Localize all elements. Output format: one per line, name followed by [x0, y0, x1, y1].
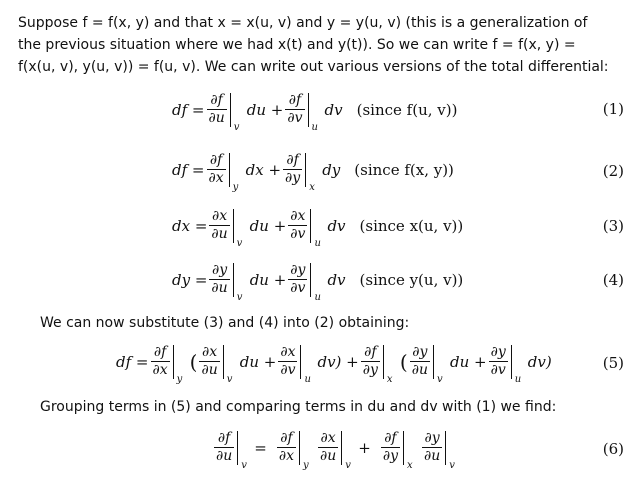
eq4-note: (since y(u, v)) [359, 270, 464, 289]
eq1-note: (since f(u, v)) [356, 100, 458, 119]
intro-line-3: f(x(u, v), y(u, v)) = f(u, v). We can write out various versions of the total differential: [18, 59, 609, 75]
eq6-number: (6) [602, 440, 624, 458]
equation-5: df = $\frac{\partial f}{\partial x}$ y ( $\frac{\partial x}{\partial u}$ v du + $\frac{\partial x}{\partial v}$ u dv) + $\frac{\partial f}{\partial y}$ x ( $\frac{\partial y}{\partial u}$ v du + $\frac{\partial y}{\partial v}$ u dv) (5) [116, 344, 624, 385]
eq5-number: (5) [602, 354, 624, 372]
eq1-partial-1: $\frac{\partial f}{\partial u}$ [208, 92, 225, 126]
substitute-text: We can now substitute (3) and (4) into (2) obtaining: [40, 315, 410, 331]
equation-6: $\frac{\partial f}{\partial u}$ v = $\frac{\partial f}{\partial x}$ y $\frac{\partial x}{\partial u}$ v + $\frac{\partial f}{\partial y}$ x $\frac{\partial y}{\partial u}$ v (6) [216, 430, 624, 471]
intro-line-2: the previous situation where we had x(t) and y(t)). So we can write f = f(x, y) = [18, 37, 576, 53]
eq2-note: (since f(x, y)) [354, 160, 454, 179]
eq4-number: (4) [602, 271, 624, 289]
eq1-number: (1) [602, 100, 624, 118]
grouping-text: Grouping terms in (5) and comparing terms in du and dv with (1) we find: [40, 399, 557, 415]
intro-line-1: Suppose f = f(x, y) and that x = x(u, v) and y = y(u, v) (this is a generalization of [18, 15, 588, 31]
equation-4: dy = $\frac{\partial y}{\partial u}$ v du + $\frac{\partial y}{\partial v}$ u dv (since y(u, v)) (4) [172, 262, 624, 303]
eq2-number: (2) [602, 162, 624, 180]
equation-3: dx = $\frac{\partial x}{\partial u}$ v du + $\frac{\partial x}{\partial v}$ u dv (since x(u, v)) (3) [172, 208, 624, 249]
equation-1: df = $\frac{\partial f}{\partial u}$ v du + $\frac{\partial f}{\partial v}$ u dv (since f(u, v)) (1) [172, 92, 624, 133]
eq3-note: (since x(u, v)) [359, 216, 464, 235]
eq1-lhs: df = [172, 100, 205, 119]
eq1-partial-2: $\frac{\partial f}{\partial v}$ [287, 92, 303, 126]
eq3-number: (3) [602, 217, 624, 235]
equation-2: df = $\frac{\partial f}{\partial x}$ y dx + $\frac{\partial f}{\partial y}$ x dy (since f(x, y)) (2) [172, 152, 624, 193]
